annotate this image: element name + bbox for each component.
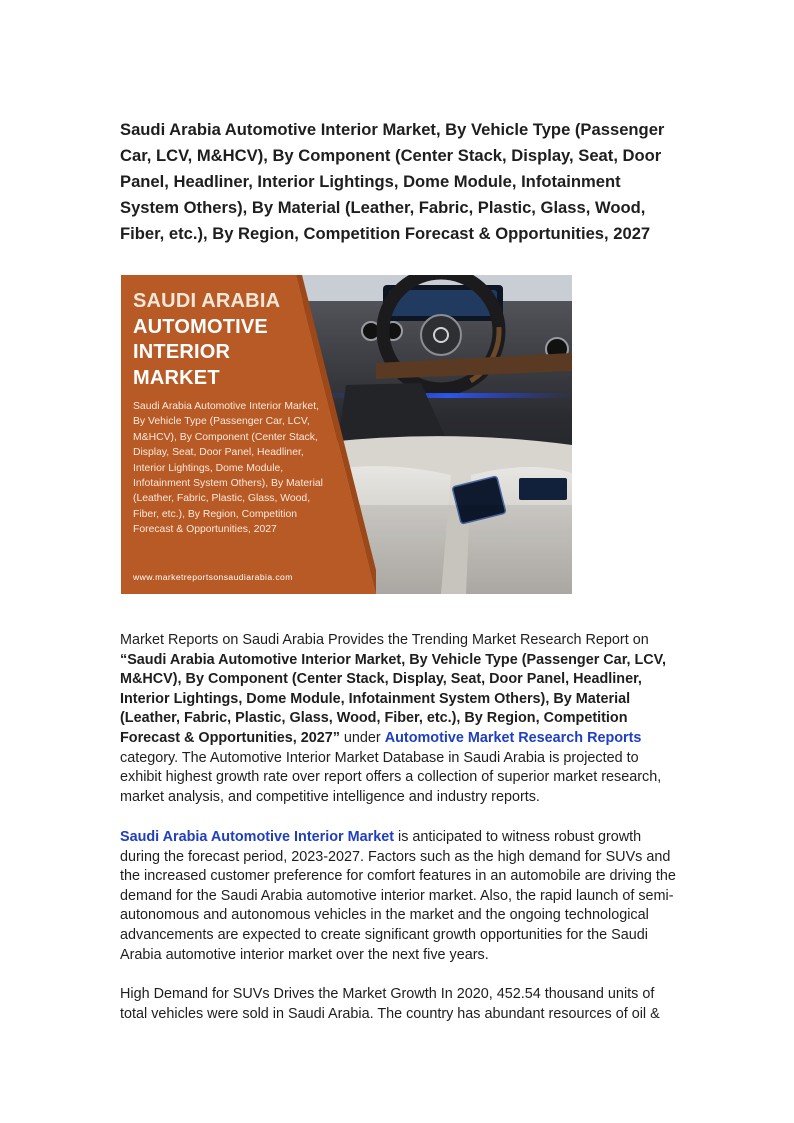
- suv-text: High Demand for SUVs Drives the Market Growth In 2020, 452.54 thousand units of total vehicles were sold in Saudi Arabia. The country has abundant resources of oil &: [120, 986, 660, 1022]
- banner-description: Saudi Arabia Automotive Interior Market, By Vehicle Type (Passenger Car, LCV, M&HCV), By Component (Center Stack, Display, Seat, Door Panel, Headliner, Interior Lightings, Dome Module, Infotainment System Others), By Material (Leather, Fabric, Plastic, Glass, Wood, Fiber, etc.), By Region, Competition Forecast & Opportunities, 2027: [133, 401, 323, 536]
- intro-paragraph: [120, 631, 680, 807]
- banner-url: www.marketreportsonsaudiarabia.com: [133, 572, 293, 582]
- automotive-reports-link[interactable]: Automotive Market Research Reports: [384, 729, 642, 746]
- under-text: under: [343, 729, 381, 746]
- page-title: Saudi Arabia Automotive Interior Market, By Vehicle Type (Passenger Car, LCV, M&HCV), By Component (Center Stack, Display, Seat, Door Panel, Headliner, Interior Lightings, Dome Module, Infotainment System Others), By Material (Leather, Fabric, Plastic, Glass, Wood, Fiber, etc.), By Region, Competition Forecast & Opportunities, 2027: [120, 120, 665, 243]
- banner-heading-line4: MARKET: [133, 366, 220, 389]
- banner-heading-line1: SAUDI ARABIA: [133, 290, 281, 312]
- suv-paragraph: [120, 985, 680, 1024]
- banner-heading: [133, 289, 333, 391]
- banner-heading-line3: INTERIOR: [133, 341, 231, 363]
- market-paragraph: [120, 828, 680, 965]
- banner-heading-line2: AUTOMOTIVE: [133, 315, 268, 338]
- market-link[interactable]: Saudi Arabia Automotive Interior Market: [120, 829, 395, 845]
- intro-text: Market Reports on Saudi Arabia Provides the Trending Market Research Report on: [120, 632, 649, 648]
- intro-rest: category. The Automotive Interior Market Database in Saudi Arabia is projected to exhibit highest growth rate over report offers a collection of superior market research, market analysis, and competitive intelligence and industry reports.: [120, 749, 662, 805]
- report-name: “Saudi Arabia Automotive Interior Market, By Vehicle Type (Passenger Car, LCV, M&HCV), By Component (Center Stack, Display, Seat, Door Panel, Headliner, Interior Lightings, Dome Module, Infotainment System Others), By Material (Leather, Fabric, Plastic, Glass, Wood, Fiber, etc.), By Region, Competition Forecast & Opportunities, 2027”: [120, 651, 666, 746]
- market-text: is anticipated to witness robust growth during the forecast period, 2023-2027. Factors such as the high demand for SUVs and the increased customer preference for comfort features in an automobile are driving the demand for the Saudi Arabia automotive interior market. Also, the rapid launch of semi-autonomous and autonomous vehicles in the market and the ongoing technological advancements are expected to create significant growth opportunities for the Saudi Arabia automotive interior market over the next five years.: [120, 829, 676, 963]
- banner-image: [121, 275, 572, 594]
